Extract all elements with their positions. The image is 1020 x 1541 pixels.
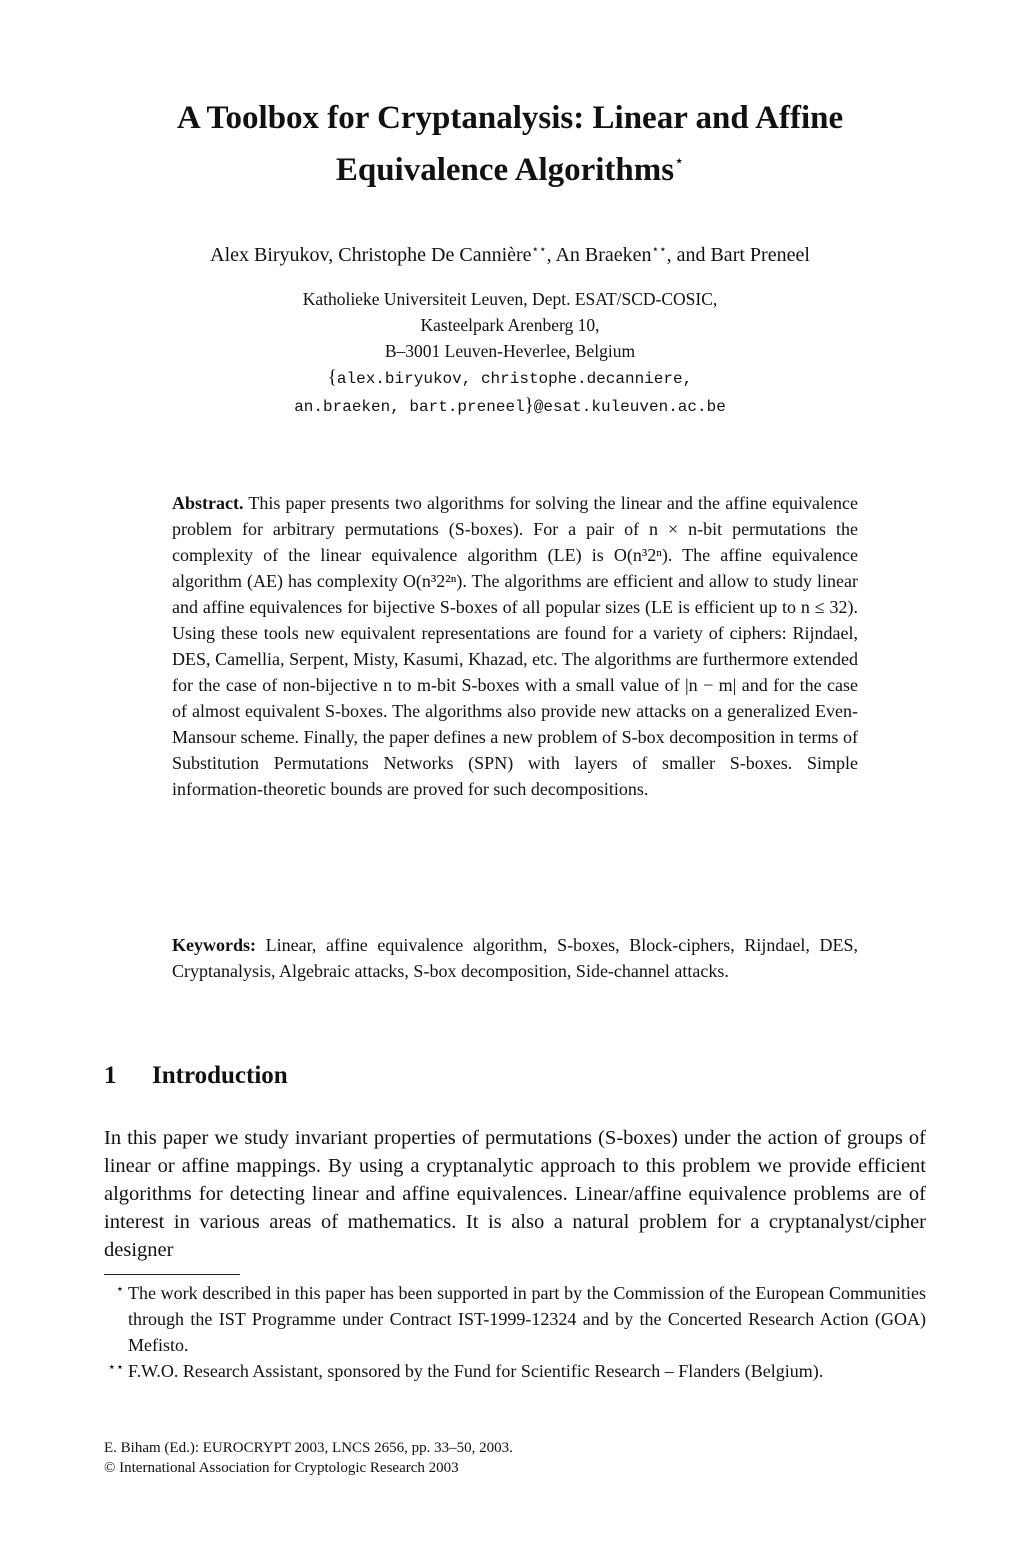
section-title: Introduction bbox=[152, 1062, 288, 1089]
footnote-1 bbox=[104, 1280, 926, 1358]
body-paragraph bbox=[104, 1124, 926, 1264]
title-line-2 bbox=[60, 140, 960, 192]
author-2-mark: ⋆⋆ bbox=[651, 242, 667, 256]
paper-title bbox=[60, 96, 960, 192]
footnote-1-text: The work described in this paper has been supported in part by the Commission of the European Communities through the IST Programme under Contract IST-1999-12324 and by the Concerted Research Action (GOA) Mefisto. bbox=[128, 1283, 926, 1355]
affiliation-line-2: Kasteelpark Arenberg 10, bbox=[420, 315, 600, 335]
email-names-1: alex.biryukov, christophe.decanniere, bbox=[336, 370, 693, 388]
email-line-1 bbox=[60, 364, 960, 392]
email-brace-open: { bbox=[327, 367, 337, 388]
keywords-text: Linear, affine equivalence algorithm, S-boxes, Block-ciphers, Rijndael, DES, Cryptanalysis, Algebraic attacks, S-box decomposition, Side-channel attacks. bbox=[172, 935, 858, 981]
email-line-2 bbox=[60, 392, 960, 420]
footnote-2-text: F.W.O. Research Assistant, sponsored by the Fund for Scientific Research – Flanders (Belgium). bbox=[128, 1361, 824, 1381]
footnote-rule bbox=[104, 1274, 240, 1275]
email-names-2: an.braeken, bart.preneel bbox=[294, 398, 525, 416]
affiliation-line-1: Katholieke Universiteit Leuven, Dept. ESAT/SCD-COSIC, bbox=[302, 289, 718, 309]
footnotes bbox=[104, 1280, 926, 1384]
keywords bbox=[172, 932, 858, 984]
title-line-1: A Toolbox for Cryptanalysis: Linear and Affine bbox=[176, 100, 844, 136]
affiliation bbox=[60, 286, 960, 420]
intro-paragraph: In this paper we study invariant properties of permutations (S-boxes) under the action of groups of linear or affine mappings. By using a cryptanalytic approach to this problem we provide efficient algorithms for detecting linear and affine equivalences. Linear/affine equivalence problems are of interest in various areas of mathematics. It is also a natural problem for a cryptanalyst/cipher designer bbox=[104, 1127, 926, 1261]
citation-line-2: © International Association for Cryptologic Research 2003 bbox=[104, 1460, 459, 1476]
abstract-label: Abstract. bbox=[172, 493, 244, 513]
email-domain: @esat.kuleuven.ac.be bbox=[533, 398, 726, 416]
author-1: Alex Biryukov, Christophe De Cannière bbox=[210, 244, 532, 266]
keywords-label: Keywords: bbox=[172, 935, 256, 955]
footnote-1-mark: ⋆ bbox=[115, 1281, 124, 1296]
title-footnote-mark: ⋆ bbox=[674, 153, 685, 170]
section-number: 1 bbox=[104, 1062, 117, 1089]
author-1-mark: ⋆⋆ bbox=[531, 242, 547, 256]
abstract bbox=[172, 490, 858, 802]
publication-citation bbox=[104, 1438, 513, 1478]
citation-line-1: E. Biham (Ed.): EUROCRYPT 2003, LNCS 2656, pp. 33–50, 2003. bbox=[104, 1440, 513, 1456]
title-line-2-text: Equivalence Algorithms bbox=[335, 152, 675, 188]
footnote-2 bbox=[104, 1358, 926, 1384]
abstract-text: This paper presents two algorithms for solving the linear and the affine equivalence problem for arbitrary permutations (S-boxes). For a pair of n × n-bit permutations the complexity of the linear equivalence algorithm (LE) is O(n³2ⁿ). The affine equivalence algorithm (AE) has complexity O(n³2²ⁿ). The algorithms are efficient and allow to study linear and affine equivalences for bijective S-boxes of all popular sizes (LE is efficient up to n ≤ 32). Using these tools new equivalent representations are found for a variety of ciphers: Rijndael, DES, Camellia, Serpent, Misty, Kasumi, Khazad, etc. The algorithms are furthermore extended for the case of non-bijective n to m-bit S-boxes with a small value of |n − m| and for the case of almost equivalent S-boxes. The algorithms also provide new attacks on a generalized Even-Mansour scheme. Finally, the paper defines a new problem of S-box decomposition in terms of Substitution Permutations Networks (SPN) with layers of smaller S-boxes. Simple information-theoretic bounds are proved for such decompositions. bbox=[172, 493, 858, 799]
footnote-2-mark: ⋆⋆ bbox=[107, 1359, 124, 1374]
author-list bbox=[40, 236, 980, 268]
affiliation-line-3: B–3001 Leuven-Heverlee, Belgium bbox=[384, 341, 636, 361]
section-heading bbox=[104, 1058, 288, 1094]
author-3: , and Bart Preneel bbox=[666, 244, 810, 266]
author-2: , An Braeken bbox=[546, 244, 652, 266]
email-brace-close: } bbox=[524, 395, 534, 416]
